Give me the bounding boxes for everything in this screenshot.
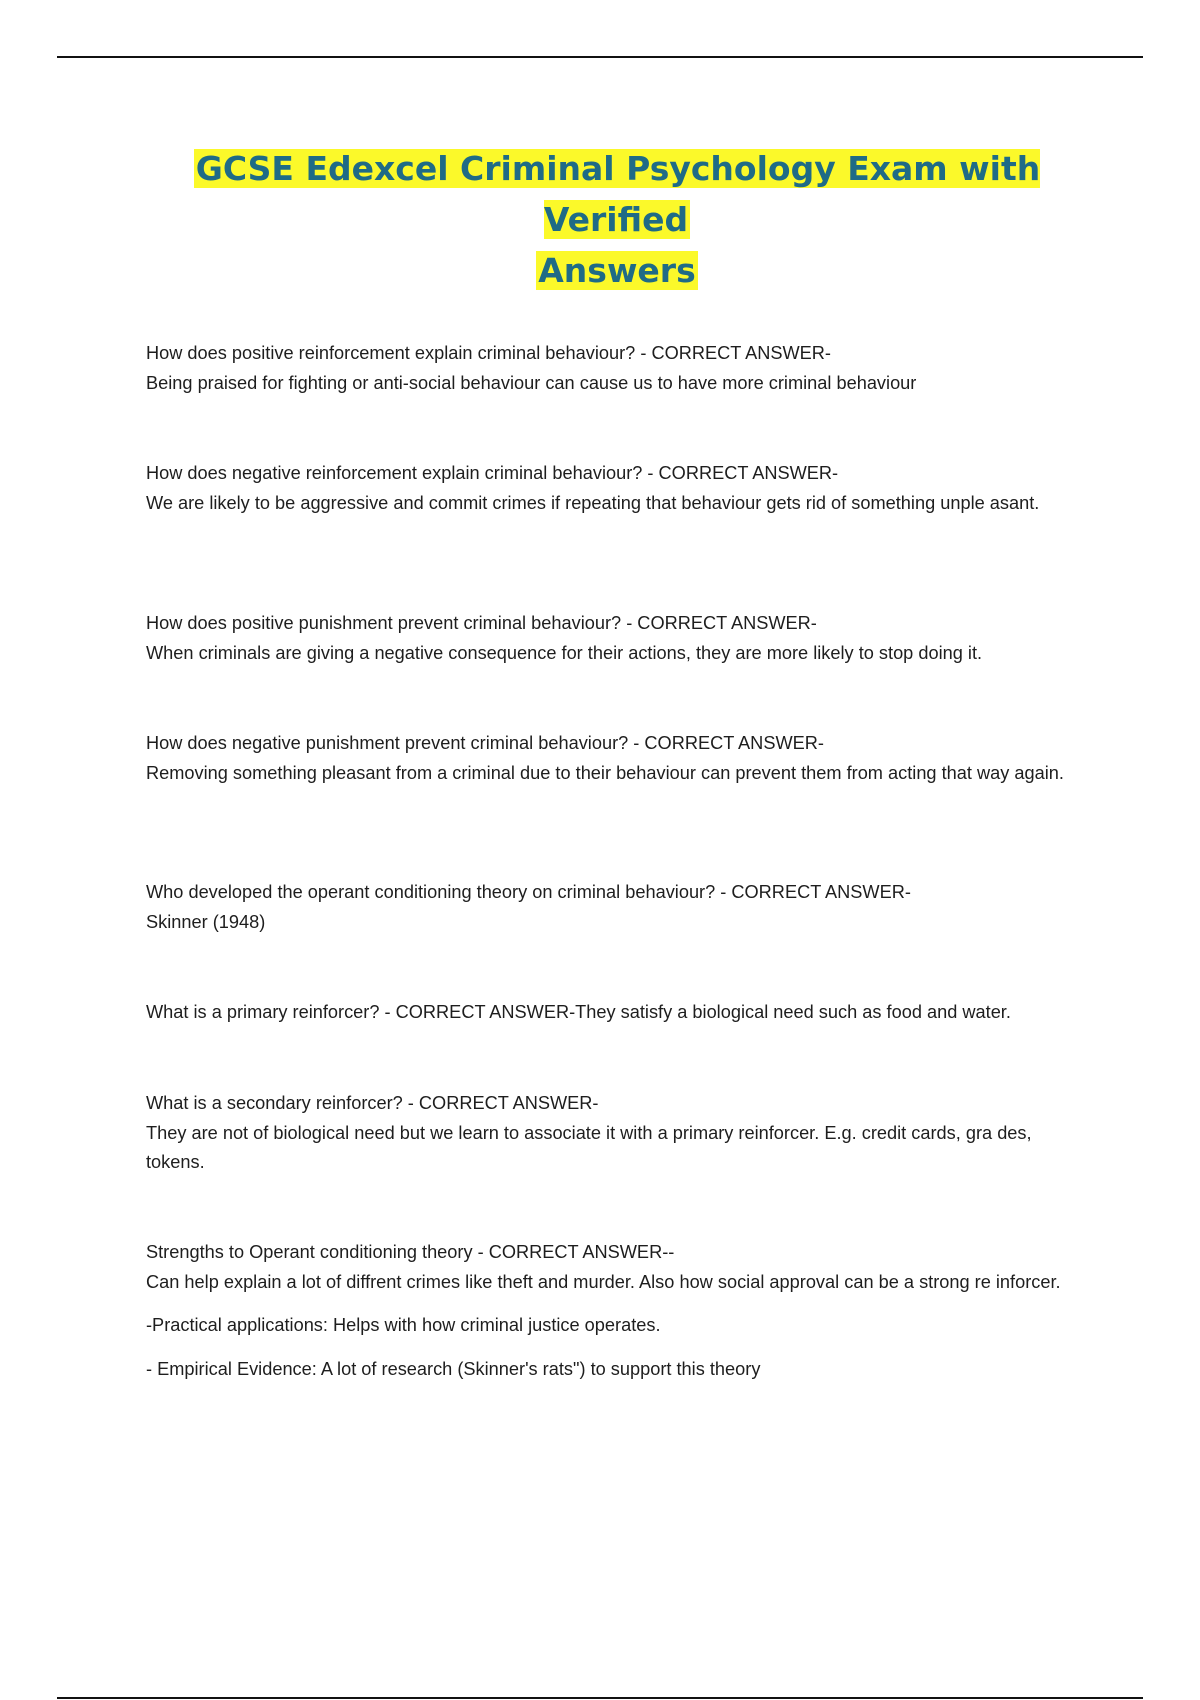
qa-item-3 xyxy=(146,609,1091,668)
qa-item-4 xyxy=(146,729,1091,788)
answer: Removing something pleasant from a criminal due to their behaviour can prevent them from acting that way again. xyxy=(146,762,1064,783)
extra-point-empirical: - Empirical Evidence: A lot of research (Skinner's rats") to support this theory xyxy=(146,1358,761,1379)
question: Strengths to Operant conditioning theory - CORRECT ANSWER-- xyxy=(146,1242,675,1262)
qa-item-2 xyxy=(146,459,1091,518)
question: What is a primary reinforcer? - CORRECT ANSWER-They satisfy a biological need such as food and water. xyxy=(146,1002,1011,1022)
title-line-2: Answers xyxy=(538,251,696,290)
document-title xyxy=(140,143,1094,296)
footer-rule xyxy=(57,1697,1143,1699)
qa-item-5 xyxy=(146,878,1091,937)
question: What is a secondary reinforcer? - CORRECT ANSWER- xyxy=(146,1093,599,1113)
answer: Being praised for fighting or anti-social behaviour can cause us to have more criminal behaviour xyxy=(146,372,917,393)
answer: We are likely to be aggressive and commit crimes if repeating that behaviour gets rid of something unple asant. xyxy=(146,492,1040,513)
title-line-1: GCSE Edexcel Criminal Psychology Exam with Verified xyxy=(195,149,1041,239)
qa-item-1 xyxy=(146,339,1091,398)
answer: Skinner (1948) xyxy=(146,911,266,932)
answer: Can help explain a lot of diffrent crimes like theft and murder. Also how social approval can be a strong re inforcer. xyxy=(146,1271,1061,1292)
question: How does positive punishment prevent criminal behaviour? - CORRECT ANSWER- xyxy=(146,613,817,633)
qa-item-7 xyxy=(146,1089,1091,1178)
answer: They are not of biological need but we learn to associate it with a primary reinforcer. E.g. credit cards, gra des, tokens. xyxy=(146,1122,1032,1172)
header-rule xyxy=(57,56,1143,58)
extra-point-practical: -Practical applications: Helps with how criminal justice operates. xyxy=(146,1315,661,1335)
answer: When criminals are giving a negative consequence for their actions, they are more likely to stop doing it. xyxy=(146,642,983,663)
question: How does negative reinforcement explain criminal behaviour? - CORRECT ANSWER- xyxy=(146,463,839,483)
question: How does negative punishment prevent criminal behaviour? - CORRECT ANSWER- xyxy=(146,733,824,753)
qa-item-8 xyxy=(146,1238,1091,1384)
question: Who developed the operant conditioning theory on criminal behaviour? - CORRECT ANSWER- xyxy=(146,882,911,902)
question: How does positive reinforcement explain criminal behaviour? - CORRECT ANSWER- xyxy=(146,343,831,363)
qa-item-6 xyxy=(146,998,1091,1028)
